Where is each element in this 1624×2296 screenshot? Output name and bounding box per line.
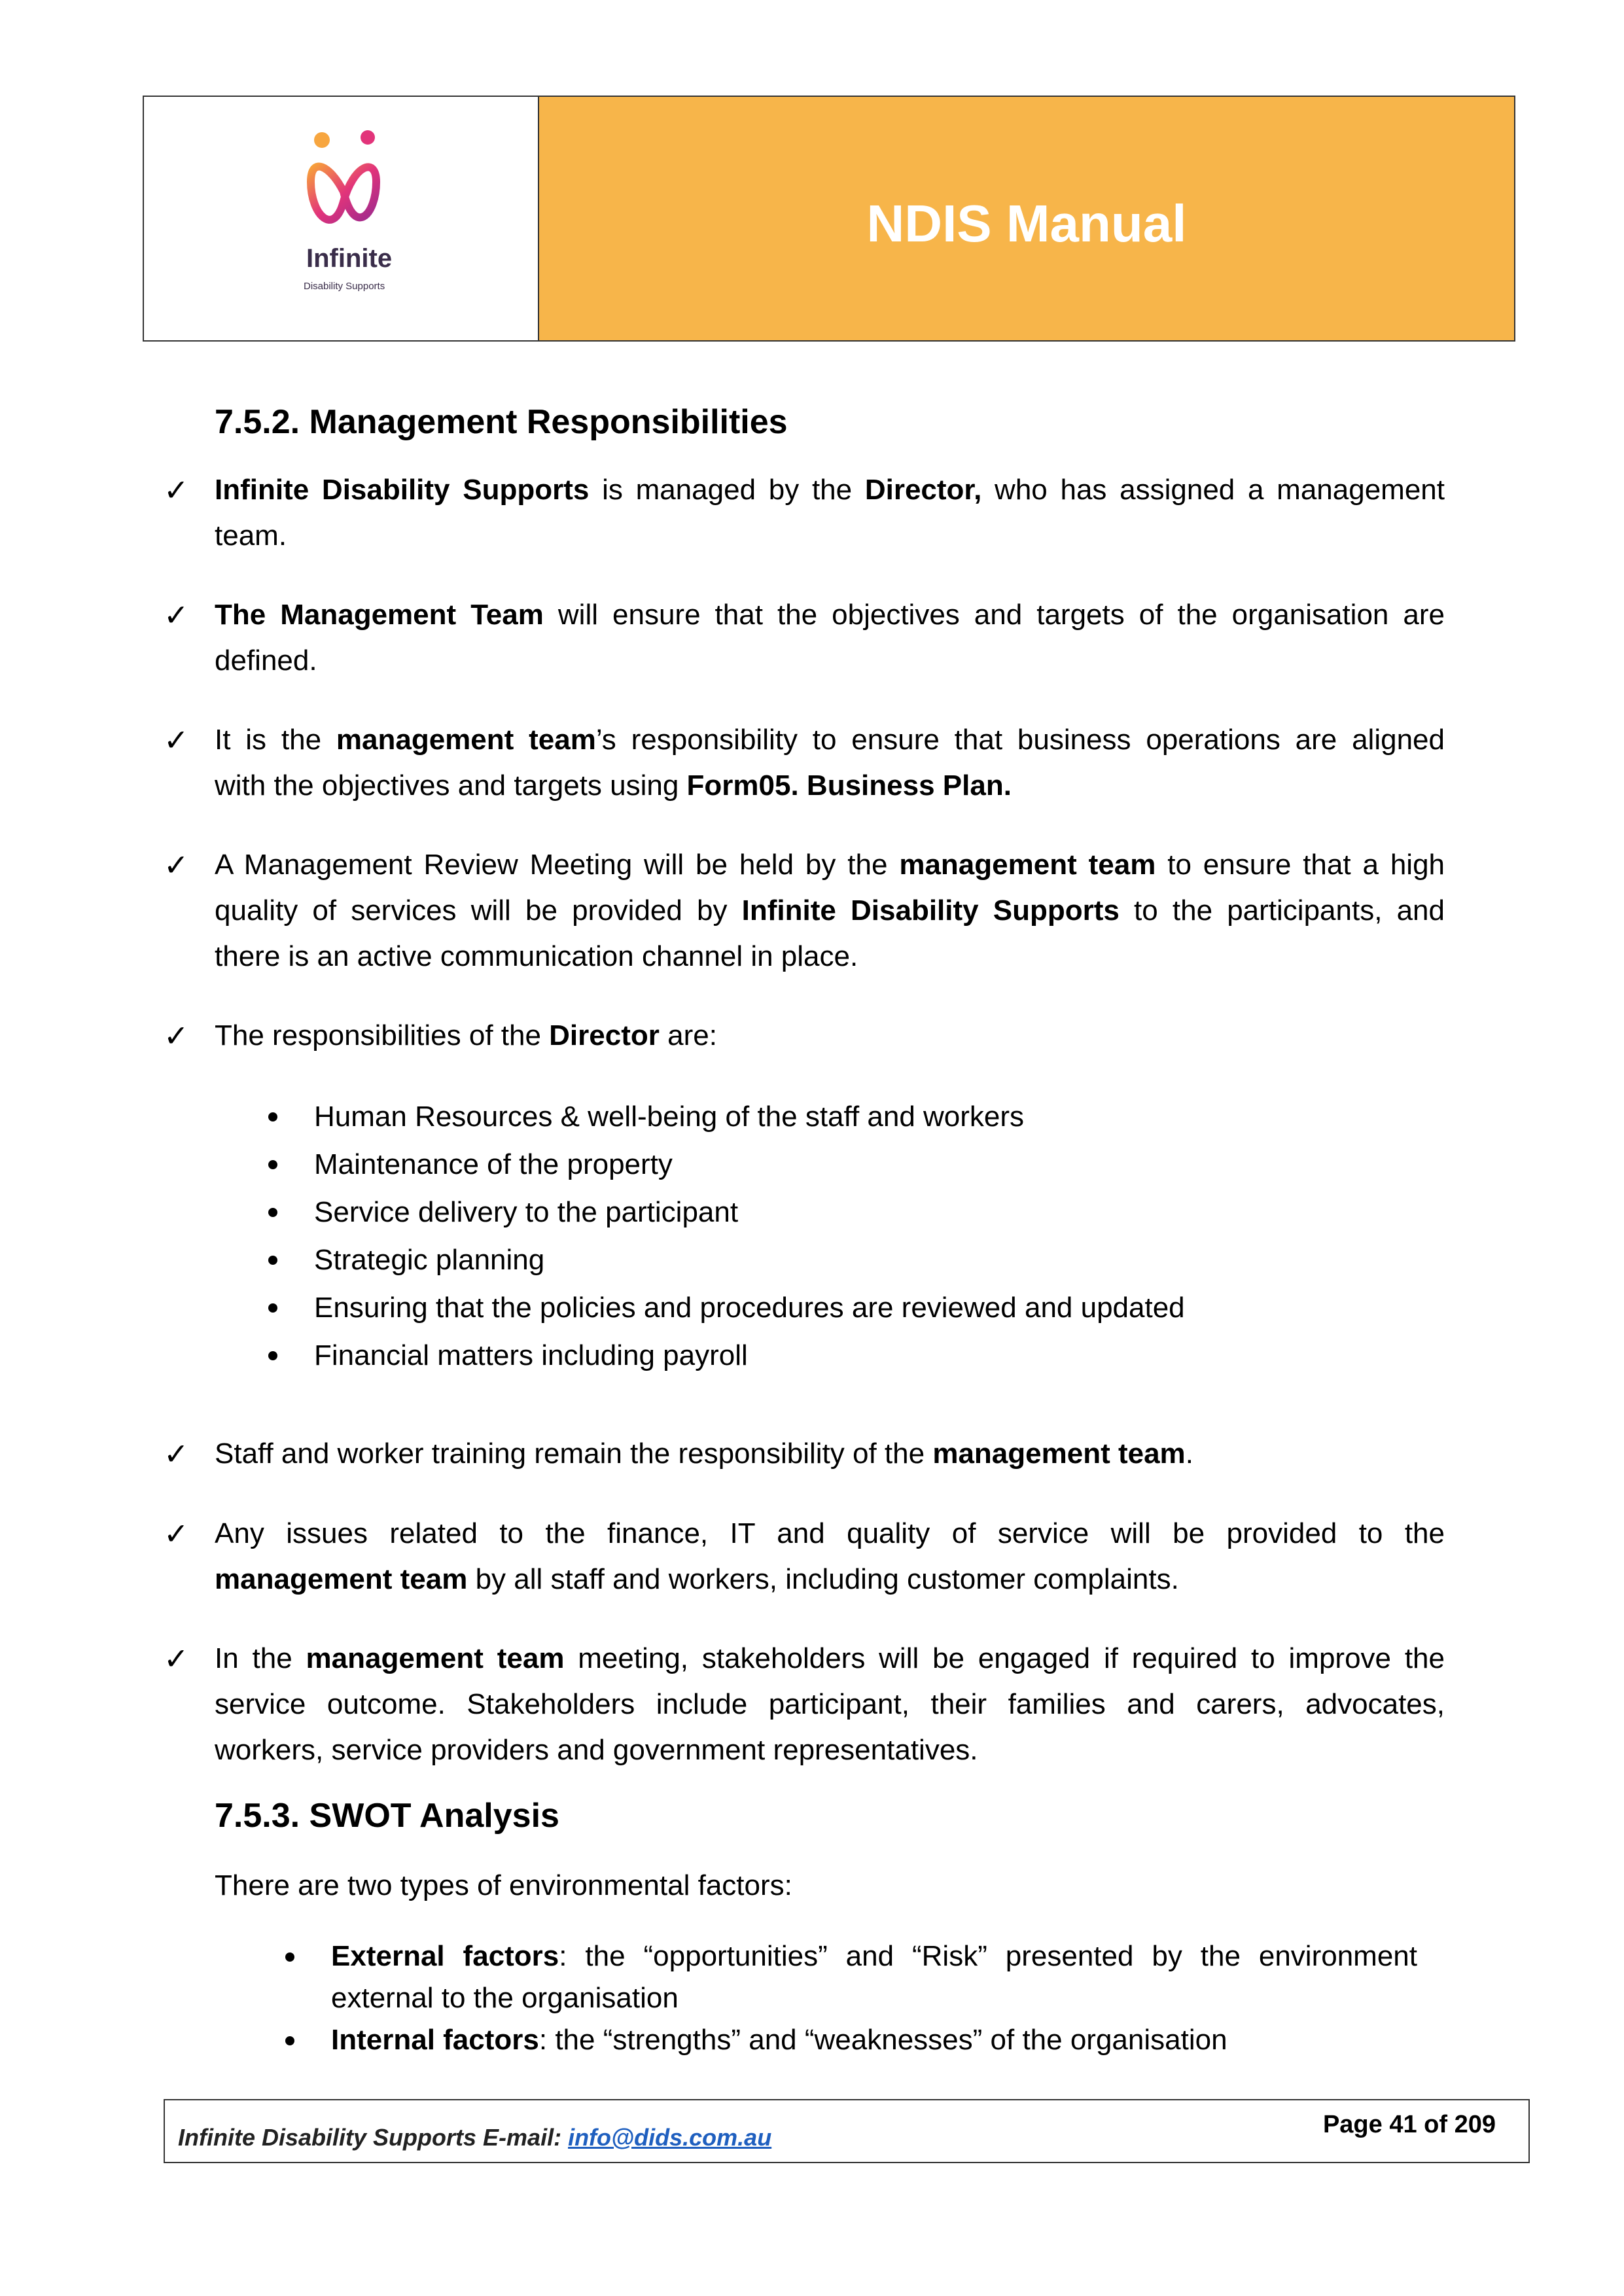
list-item [285,1935,1417,2019]
checkmark-icon: ✓ [164,848,189,882]
text-line: defined. [215,645,317,677]
checkmark-icon: ✓ [164,473,189,507]
page-number: Page 41 of 209 [1322,2111,1496,2138]
email-link[interactable]: info@dids.com.au [568,2124,772,2151]
text: to the participants, and [1119,894,1445,927]
factor-text: : the “strengths” and “weaknesses” of the organisation [538,2024,1227,2056]
logo-tagline: Disability Supports [304,281,385,292]
director-duties-list [268,1093,1185,1379]
factor-text: external to the organisation [331,1982,679,2014]
factor-label: Internal factors [331,2024,539,2056]
text-line [215,763,1445,809]
checkmark-icon: ✓ [164,1019,189,1053]
list-item-text: Ensuring that the policies and procedures are reviewed and updated [314,1292,1185,1324]
list-item [268,1188,1185,1236]
list-item [268,1284,1185,1332]
text-line [215,467,1445,513]
paragraph-review-meeting [215,842,1445,980]
list-item-text: Financial matters including payroll [314,1339,748,1371]
text: ’s responsibility to ensure that business operations are aligned [595,724,1445,756]
section-heading-753: 7.5.3. SWOT Analysis [215,1797,559,1835]
list-item-line [331,1935,1417,1977]
bullet-icon [285,2036,294,2045]
list-item [268,1140,1185,1188]
text: It is the [215,724,336,756]
page-footer [164,2099,1530,2163]
checkmark-icon: ✓ [164,1437,189,1471]
header-title-cell [539,97,1514,340]
checkmark-icon: ✓ [164,1642,189,1676]
page-title: NDIS Manual [866,194,1187,253]
bullet-icon [268,1160,277,1169]
infinite-logo-icon [294,130,393,247]
text: The responsibilities of the [215,1019,550,1051]
form-reference: Form05. Business Plan. [686,769,1012,802]
text: . [1185,1438,1193,1470]
bullet-icon [268,1351,277,1360]
list-item-text: Human Resources & well-being of the staff and workers [314,1101,1025,1133]
text: with the objectives and targets using [215,769,687,802]
text: are: [659,1019,717,1051]
list-item [268,1332,1185,1379]
footer-contact [178,2124,771,2151]
company-name: Infinite Disability Supports [741,894,1120,927]
environmental-factors-list [285,1935,1417,2061]
swot-intro: There are two types of environmental factors: [215,1869,792,1901]
company-name: Infinite Disability Supports [215,474,590,506]
text-line [215,717,1445,763]
text-line [215,842,1445,888]
list-item-text: Maintenance of the property [314,1148,673,1180]
text-line: service outcome. Stakeholders include participant, their families and carers, advocates, [215,1688,1445,1720]
paragraph-issues [215,1511,1445,1602]
logo-name: Infinite [306,244,393,273]
paragraph-business-plan [215,717,1445,809]
text: to ensure that a high [1156,849,1445,881]
bullet-icon [268,1112,277,1122]
list-item [285,2019,1417,2061]
bullet-icon [268,1256,277,1265]
checkmark-icon: ✓ [164,1517,189,1551]
footer-label: Infinite Disability Supports E-mail: [178,2124,569,2151]
factor-label: External factors [331,1940,559,1972]
text-line [215,1431,1445,1477]
text-line [215,592,1445,638]
paragraph-management-team [215,592,1445,684]
management-team-label: management team [899,849,1156,881]
list-item-text: Service delivery to the participant [314,1196,739,1228]
section-heading-752: 7.5.2. Management Responsibilities [215,403,788,441]
paragraph-training [215,1431,1445,1477]
management-team-label: management team [215,1563,468,1595]
text: meeting, stakeholders will be engaged if required to improve the [564,1642,1445,1674]
text-line: there is an active communication channel in place. [215,940,858,972]
director-label: Director [549,1019,660,1051]
page-header [143,96,1515,342]
text: who has assigned a management [981,474,1445,506]
management-team-label: management team [306,1642,565,1674]
text: by all staff and workers, including customer complaints. [467,1563,1179,1595]
list-item-text: Strategic planning [314,1244,545,1276]
text: will ensure that the objectives and targets of the organisation are [543,599,1445,631]
text: is managed by the [589,474,865,506]
management-team-label: The Management Team [215,599,544,631]
management-team-label: management team [932,1438,1186,1470]
text-line: workers, service providers and government representatives. [215,1734,978,1766]
text-line: Any issues related to the finance, IT and quality of service will be provided to the [215,1517,1445,1549]
text-line [215,888,1445,934]
checkmark-icon: ✓ [164,723,189,757]
paragraph-director-responsibilities [215,1013,1445,1059]
text: quality of services will be provided by [215,894,742,927]
text-line [215,1013,1445,1059]
text: Staff and worker training remain the responsibility of the [215,1438,933,1470]
checkmark-icon: ✓ [164,598,189,632]
text: In the [215,1642,306,1674]
factor-text: : the “opportunities” and “Risk” presented by the environment [559,1940,1417,1972]
text-line: team. [215,520,287,552]
paragraph-director [215,467,1445,559]
text: A Management Review Meeting will be held by the [215,849,900,881]
text-line [215,1636,1445,1682]
management-team-label: management team [336,724,596,756]
list-item-line [331,2024,1227,2056]
bullet-icon [268,1303,277,1313]
list-item [268,1093,1185,1140]
logo-cell [144,97,539,340]
list-item [268,1236,1185,1284]
bullet-icon [285,1952,294,1962]
director-label: Director, [864,474,982,506]
bullet-icon [268,1208,277,1217]
text-line [215,1557,1445,1602]
paragraph-stakeholders [215,1636,1445,1773]
